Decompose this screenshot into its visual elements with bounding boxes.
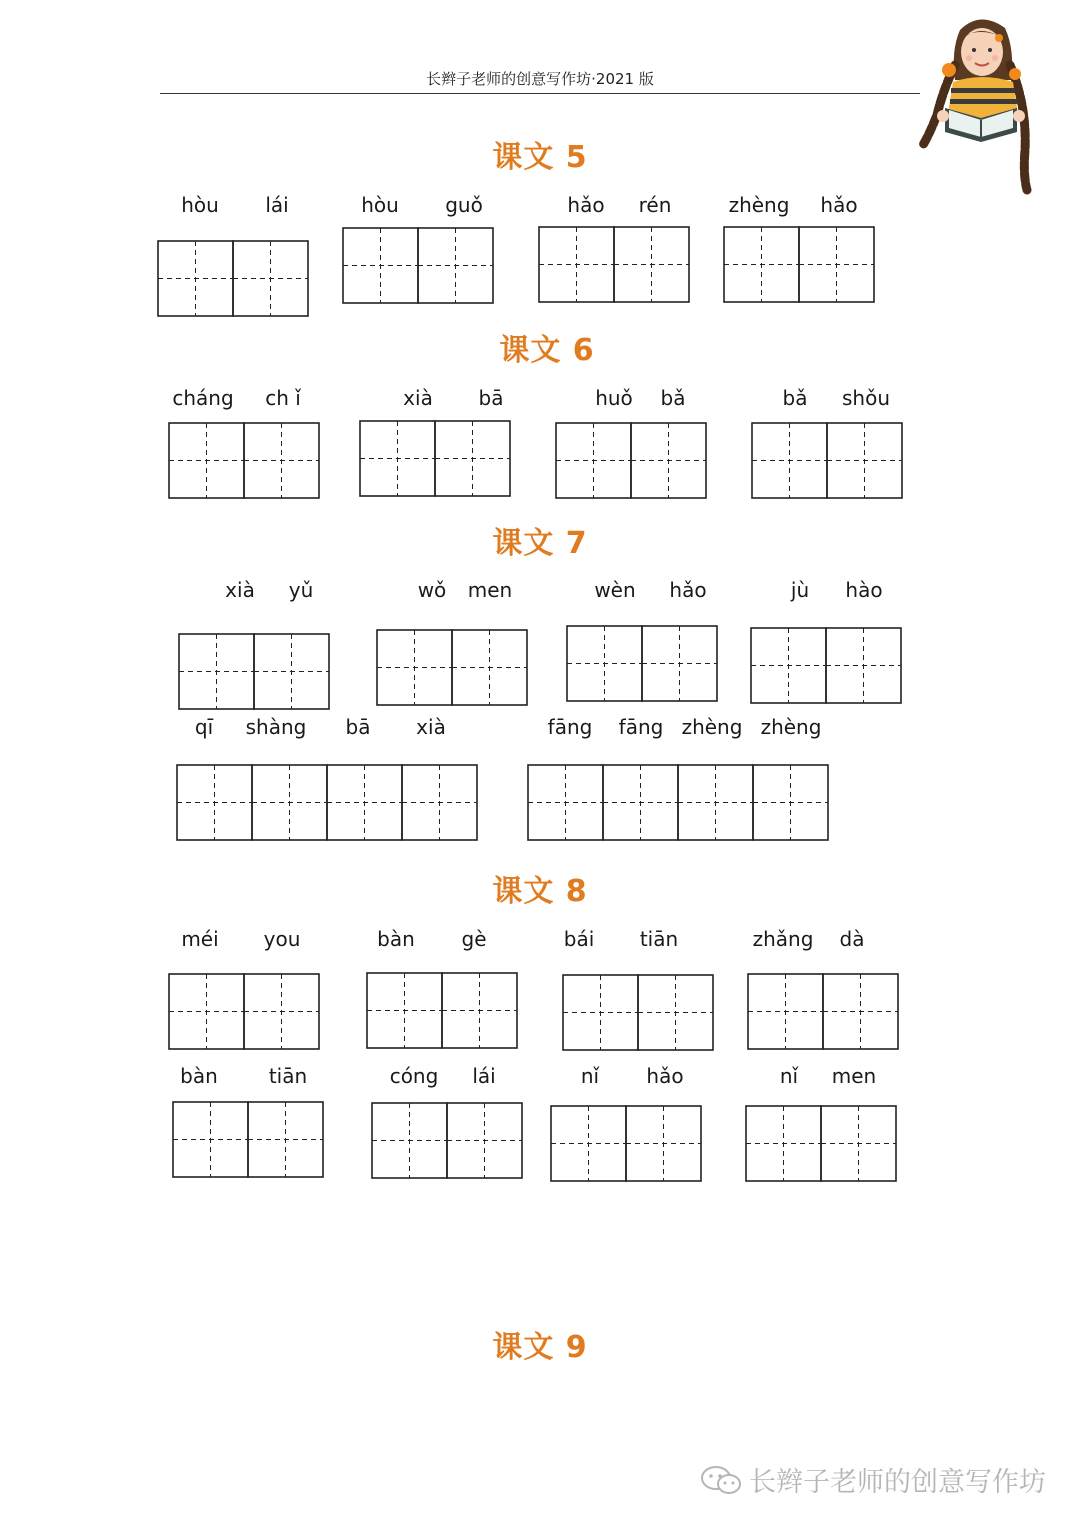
section-title: 课文 7 bbox=[492, 526, 588, 561]
pinyin-label: xià bbox=[416, 715, 446, 739]
pinyin-label: xià bbox=[225, 578, 255, 602]
tianzige-writing-grid[interactable] bbox=[342, 227, 494, 304]
pinyin-label: huǒ bbox=[595, 386, 633, 410]
tianzige-writing-grid[interactable] bbox=[527, 764, 829, 841]
pinyin-label: hòu bbox=[361, 193, 399, 217]
pinyin-label: wǒ bbox=[417, 578, 447, 602]
pinyin-label: bái bbox=[563, 927, 595, 951]
pinyin-label: men bbox=[467, 578, 513, 602]
pinyin-label: méi bbox=[181, 927, 219, 951]
tianzige-writing-grid[interactable] bbox=[172, 1101, 324, 1178]
girl-reading-illustration bbox=[915, 10, 1045, 195]
pinyin-label: ch ǐ bbox=[265, 386, 301, 410]
pinyin-label: lái bbox=[472, 1064, 496, 1088]
pinyin-label: rén bbox=[638, 193, 672, 217]
watermark-text: 长辫子老师的创意写作坊 bbox=[749, 1467, 1046, 1498]
pinyin-label: gè bbox=[461, 927, 487, 951]
tianzige-writing-grid[interactable] bbox=[366, 972, 518, 1049]
tianzige-writing-grid[interactable] bbox=[371, 1102, 523, 1179]
pinyin-label: shàng bbox=[245, 715, 307, 739]
pinyin-label: nǐ bbox=[580, 1064, 600, 1088]
pinyin-label: you bbox=[263, 927, 301, 951]
pinyin-label: zhèng bbox=[760, 715, 822, 739]
section-title: 课文 6 bbox=[499, 333, 595, 368]
section-title: 课文 8 bbox=[492, 874, 588, 909]
pinyin-label: jù bbox=[790, 578, 810, 602]
pinyin-label: qī bbox=[194, 715, 214, 739]
tianzige-writing-grid[interactable] bbox=[745, 1105, 897, 1182]
footer-watermark bbox=[699, 1460, 1046, 1499]
pinyin-label: hòu bbox=[181, 193, 219, 217]
pinyin-label: bàn bbox=[377, 927, 415, 951]
pinyin-label: bàn bbox=[180, 1064, 218, 1088]
pinyin-label: yǔ bbox=[288, 578, 314, 602]
pinyin-label: cháng bbox=[172, 386, 234, 410]
pinyin-label: hào bbox=[845, 578, 883, 602]
pinyin-label: hǎo bbox=[820, 193, 858, 217]
pinyin-label: wèn bbox=[594, 578, 636, 602]
tianzige-writing-grid[interactable] bbox=[157, 240, 309, 317]
tianzige-writing-grid[interactable] bbox=[562, 974, 714, 1051]
pinyin-label: xià bbox=[403, 386, 433, 410]
pinyin-label: zhèng bbox=[728, 193, 790, 217]
section-title: 课文 9 bbox=[492, 1330, 588, 1365]
pinyin-label: cóng bbox=[389, 1064, 439, 1088]
tianzige-writing-grid[interactable] bbox=[178, 633, 330, 710]
pinyin-label: hǎo bbox=[669, 578, 707, 602]
tianzige-writing-grid[interactable] bbox=[176, 764, 478, 841]
pinyin-label: fāng bbox=[547, 715, 593, 739]
pinyin-label: zhǎng bbox=[752, 927, 814, 951]
pinyin-label: bǎ bbox=[660, 386, 686, 410]
pinyin-label: fāng bbox=[618, 715, 664, 739]
header-divider bbox=[160, 93, 920, 94]
tianzige-writing-grid[interactable] bbox=[747, 973, 899, 1050]
tianzige-writing-grid[interactable] bbox=[723, 226, 875, 303]
pinyin-label: lái bbox=[265, 193, 289, 217]
tianzige-writing-grid[interactable] bbox=[550, 1105, 702, 1182]
pinyin-label: hǎo bbox=[567, 193, 605, 217]
header-title: 长辫子老师的创意写作坊·2021 版 bbox=[426, 70, 654, 88]
section-title: 课文 5 bbox=[492, 140, 588, 175]
pinyin-label: zhèng bbox=[681, 715, 743, 739]
pinyin-label: bā bbox=[478, 386, 504, 410]
tianzige-writing-grid[interactable] bbox=[168, 422, 320, 499]
wechat-icon bbox=[699, 1464, 743, 1496]
tianzige-writing-grid[interactable] bbox=[555, 422, 707, 499]
pinyin-label: shǒu bbox=[841, 386, 891, 410]
pinyin-label: tiān bbox=[639, 927, 679, 951]
tianzige-writing-grid[interactable] bbox=[359, 420, 511, 497]
pinyin-label: bā bbox=[345, 715, 371, 739]
tianzige-writing-grid[interactable] bbox=[751, 422, 903, 499]
pinyin-label: bǎ bbox=[782, 386, 808, 410]
tianzige-writing-grid[interactable] bbox=[376, 629, 528, 706]
tianzige-writing-grid[interactable] bbox=[538, 226, 690, 303]
tianzige-writing-grid[interactable] bbox=[566, 625, 718, 702]
pinyin-label: nǐ bbox=[779, 1064, 799, 1088]
pinyin-label: tiān bbox=[268, 1064, 308, 1088]
tianzige-writing-grid[interactable] bbox=[168, 973, 320, 1050]
pinyin-label: men bbox=[831, 1064, 877, 1088]
pinyin-label: guǒ bbox=[445, 193, 483, 217]
pinyin-label: hǎo bbox=[646, 1064, 684, 1088]
pinyin-label: dà bbox=[839, 927, 865, 951]
tianzige-writing-grid[interactable] bbox=[750, 627, 902, 704]
